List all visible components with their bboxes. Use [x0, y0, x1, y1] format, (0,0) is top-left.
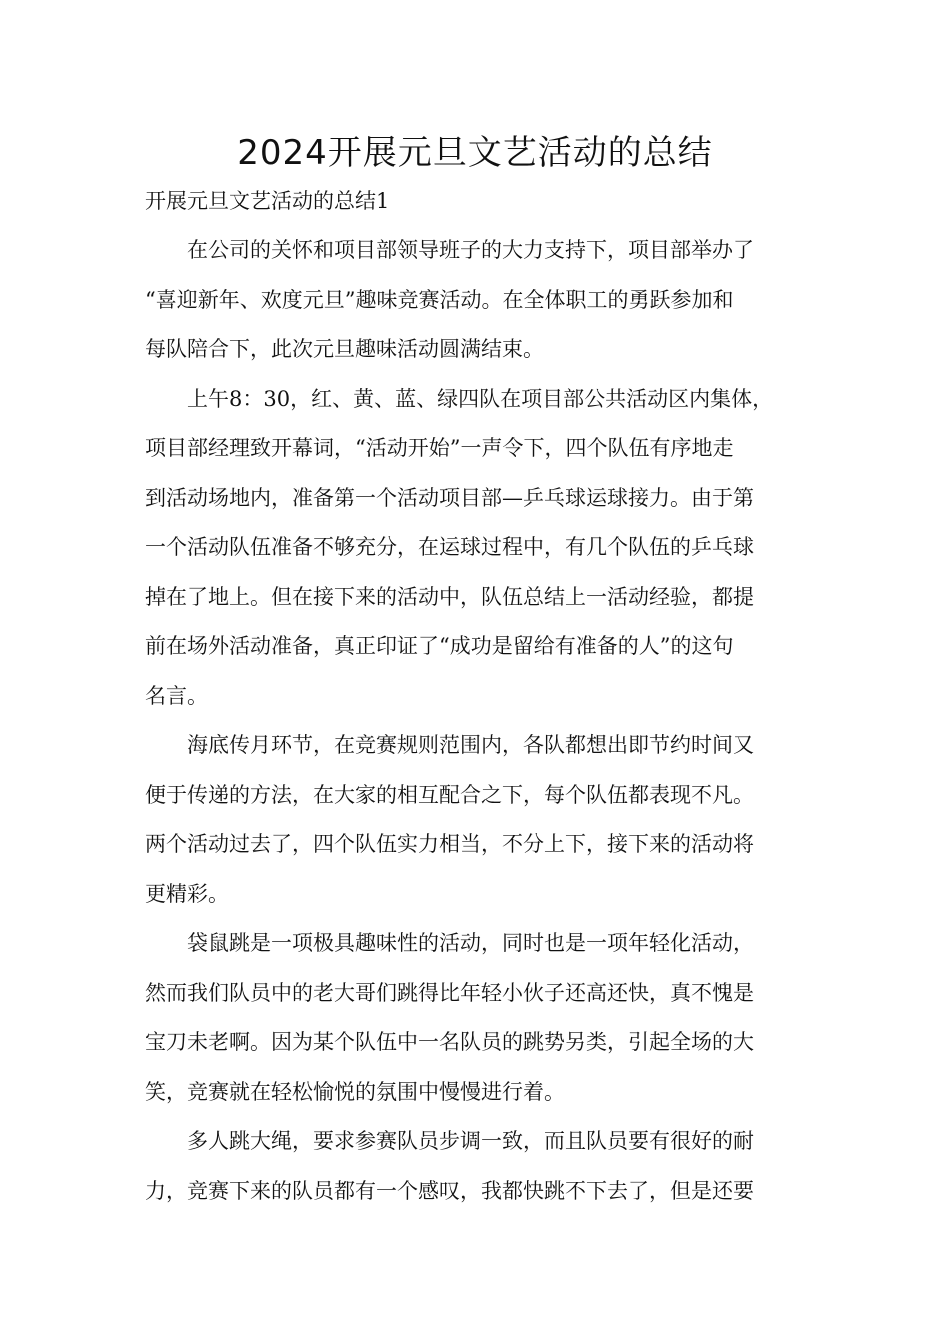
paragraph-line: 海底传月环节，在竞赛规则范围内，各队都想出即节约时间又: [145, 733, 754, 757]
paragraph-line: 名言。: [145, 683, 208, 708]
paragraph-line: 宝刀未老啊。因为某个队伍中一名队员的跳势另类，引起全场的大: [145, 1030, 754, 1054]
paragraph-line: 笑，竞赛就在轻松愉悦的氛围中慢慢进行着。: [145, 1079, 565, 1104]
paragraph-line: 然而我们队员中的老大哥们跳得比年轻小伙子还高还快，真不愧是: [145, 980, 754, 1005]
paragraph-4: [145, 919, 805, 1117]
paragraph-line: 项目部经理致开幕词，“活动开始”一声令下，四个队伍有序地走: [145, 436, 734, 460]
document-body: [145, 226, 805, 1216]
paragraph-line: 在公司的关怀和项目部领导班子的大力支持下，项目部举办了: [145, 238, 754, 262]
document-subtitle: 开展元旦文艺活动的总结1: [145, 189, 390, 213]
paragraph-line: 力，竞赛下来的队员都有一个感叹，我都快跳不下去了，但是还要: [145, 1178, 754, 1203]
paragraph-line: 多人跳大绳，要求参赛队员步调一致，而且队员要有很好的耐: [145, 1129, 754, 1153]
paragraph-2: [145, 375, 805, 722]
paragraph-line: 到活动场地内，准备第一个活动项目部—乒乓球运球接力。由于第: [145, 485, 754, 510]
paragraph-5: [145, 1117, 805, 1216]
document-title: 2024开展元旦文艺活动的总结: [237, 133, 713, 173]
paragraph-1: [145, 226, 805, 375]
paragraph-3: [145, 721, 805, 919]
paragraph-line: 掉在了地上。但在接下来的活动中，队伍总结上一活动经验，都提: [145, 584, 754, 609]
paragraph-line: 前在场外活动准备，真正印证了“成功是留给有准备的人”的这句: [145, 634, 734, 658]
paragraph-line: 上午8：30，红、黄、蓝、绿四队在项目部公共活动区内集体，: [145, 386, 774, 411]
paragraph-line: 一个活动队伍准备不够充分，在运球过程中，有几个队伍的乒乓球: [145, 535, 754, 559]
paragraph-line: “喜迎新年、欢度元旦”趣味竞赛活动。在全体职工的勇跃参加和: [145, 287, 734, 312]
paragraph-line: 每队陪合下，此次元旦趣味活动圆满结束。: [145, 337, 544, 361]
paragraph-line: 便于传递的方法，在大家的相互配合之下，每个队伍都表现不凡。: [145, 782, 754, 807]
paragraph-line: 袋鼠跳是一项极具趣味性的活动，同时也是一项年轻化活动，: [145, 931, 754, 955]
paragraph-line: 更精彩。: [145, 881, 229, 906]
paragraph-line: 两个活动过去了，四个队伍实力相当，不分上下，接下来的活动将: [145, 832, 754, 856]
